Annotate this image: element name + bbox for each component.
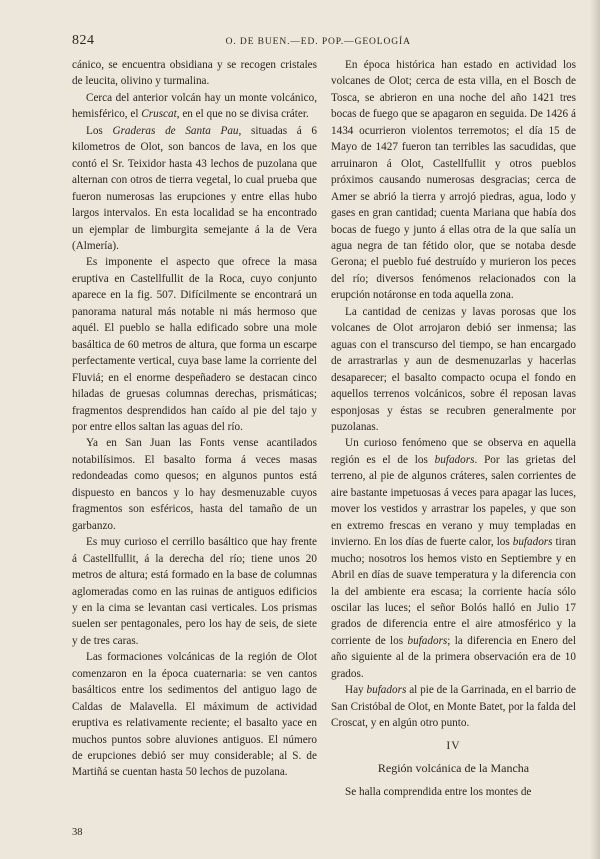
italic-term: Graderas de Santa Pau (112, 124, 239, 137)
text-span: ; la diferencia en Enero del año siguiente al de la primera observación era de 10 grados. (331, 634, 577, 680)
page-header (72, 33, 572, 49)
right-column (331, 57, 576, 801)
text-span: , en el que no se divisa cráter. (176, 108, 309, 121)
paragraph: Es imponente el aspecto que ofrece la masa eruptiva en Castellfullit de la Roca, cuyo conjunto aparece en la fig. 507. Difícilmente se encontrará un panorama natural más notable ni más hermoso que aquél. El pueblo se halla edificado sobre una mole basáltica de 60 metros de altura, que forma un escarpe perfectamente vertical, cuya base lame la corriente del Fluviá; en el enorme despeñadero se destacan cinco hiladas de gruesas columnas derechas, prismáticas; fragmentos desprendidos han caído al pie del tajo y por entre ellos saltan las aguas del río. (72, 256, 317, 433)
paragraph: cánico, se encuentra obsidiana y se recogen cristales de leucita, olivino y turmalina. (72, 59, 317, 88)
page-edge-shadow (590, 0, 600, 859)
paragraph: Se halla comprendida entre los montes de (345, 786, 532, 799)
section-number: IV (446, 739, 461, 752)
paragraph: Es muy curioso el cerrillo basáltico que hay frente á Castellfullit, á la derecha del río; tiene unos 20 metros de altura; está formado en la base de columnas aglomeradas como en las ruinas de antiguos edificios y en la cima se levantan casi verticales. Los prismas suelen ser pentagonales, pero los hay de seis, de siete y de tres caras. (72, 536, 317, 647)
italic-term: bufadors (366, 684, 407, 697)
page-number: 824 (72, 33, 95, 48)
text-span: Cerca del anterior volcán hay un monte volcánico, hemisférico, el (72, 91, 317, 121)
paragraph: Ya en San Juan las Fonts vense acantilados notabilísimos. El basalto forma á veces masas redondeadas como quesos; en algunos puntos está dispuesto en bancos y lo hay desmenuzable cuyos fragmentos son esféricos, hasta del tamaño de un garbanzo. (72, 437, 317, 532)
paragraph (331, 682, 576, 731)
text-span: al pie de la Garrinada, en el barrio de San Cristóbal de Olot, en Monte Batet, por la falda del Croscat, y en algún otro punto. (331, 684, 576, 730)
text-span: . Por las grietas del terreno, al pie de algunos cráteres, salen corrientes de aire bastante impetuosas á veces para apagar las luces, mover los vestidos y arrastrar los papeles, y que son en extremo frescas en verano y muy templadas en invierno. En los días de fuerte calor, los (331, 453, 576, 549)
paragraph: En época histórica han estado en actividad los volcanes de Olot; cerca de esta villa, en el Bosch de Tosca, se abrieron en una noche del año 1421 tres bocas de fuego que se apagaron en seguida. De 1426 á 1434 ocurrieron violentos terremotos; el día 15 de Mayo de 1427 fueron tan terribles las sacudidas, que arruinaron á Olot, Castellfullit y otros pueblos próximos causando numerosas desgracias; cerca de Amer se abrió la tierra y arrojó piedras, agua, lodo y gases en gran cantidad; cuenta Mariana que había dos bocas de fuego y junto á ellas otra de la que salía un agua negra de tan fétido olor, que se notaba desde Gerona; el pueblo fué destruído y murieron los peces del río; diversos fenómenos relacionados con la erupción notáronse en toda aquella zona. (331, 59, 576, 302)
text-span: tiran mucho; nosotros los hemos visto en Septiembre y en Abril en días de suave temperatura y la diferencia con la del ambiente era escasa; la corriente hacía sólo oscilar las luces; el señor Bolós halló en Julio 17 grados de diferencia entre el aire atmosférico y la corriente de los (331, 536, 576, 647)
text-span: Hay (345, 684, 367, 697)
text-span: Los (86, 124, 113, 137)
text-span: , situadas á 6 kilometros de Olot, son bancos de lava, en los que contó el Sr. Teixidor hasta 43 lechos de puzolana que alternan con otros de tierra vegetal, lo cual prueba que fueron numerosas las erupciones y entre ellas hubo largos intervalos. En esta localidad se ha encontrado un ejemplar de limburgita semejante á la de Vera (Almería). (72, 124, 318, 252)
running-head: O. DE BUEN.—ED. POP.—GEOLOGÍA (225, 37, 411, 47)
text-span: Un curioso fenómeno que se observa en aquella región es el de los (331, 437, 576, 466)
italic-term: bufadors (512, 536, 553, 549)
paragraph: Las formaciones volcánicas de la región de Olot comenzaron en la época cuaternaria: se ven cantos basálticos entre los sedimentos del antiguo lago de Caldas de Malavella. El máximum de actividad eruptiva es relativamente reciente; el basalto yace en muchos puntos sobre aluviones antiguos. El número de erupciones debió ser muy considerable; al S. de Martiñá se cuentan hasta 50 lechos de puzolana. (72, 651, 317, 779)
section-title: Región volcánica de la Mancha (377, 761, 530, 776)
paragraph (331, 435, 576, 682)
italic-term: Cruscat (141, 108, 177, 121)
italic-term: bufadors (434, 453, 475, 466)
paragraph (72, 123, 317, 255)
italic-term: bufadors (407, 634, 448, 647)
paragraph: La cantidad de cenizas y lavas porosas que los volcanes de Olot arrojaron debió ser inmensa; las aguas con el transcurso del tiempo, se han encargado de arrastrarlas y aun de desmenuzarlas y hacerlas desaparecer; el basalto compacto ocupa el fondo en aquellos terrenos volcánicos, sobre él reposan lavas esponjosas y éstas se recubren generalmente por puzolanas. (331, 305, 576, 433)
signature-mark: 38 (72, 827, 83, 838)
paragraph (72, 90, 317, 123)
left-column (72, 57, 317, 781)
